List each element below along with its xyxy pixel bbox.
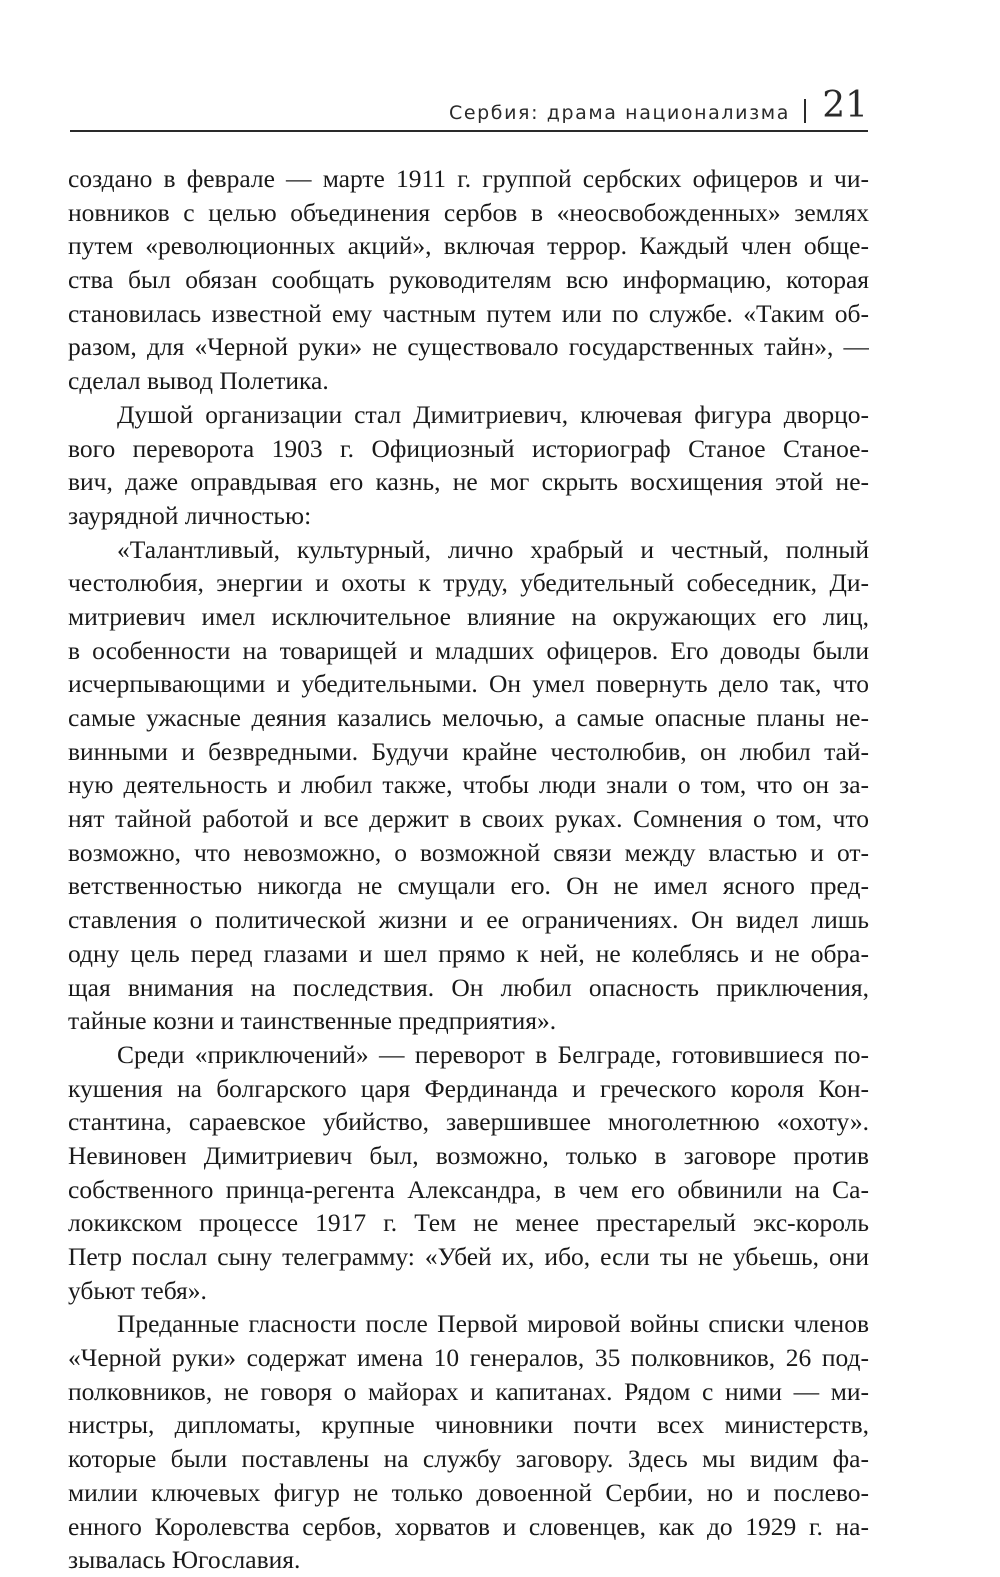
text-line: собственного принца-регента Александра, в чем его обвинили на Са- — [68, 1174, 869, 1204]
text-line: самые ужасные деяния казались мелочью, а самые опасные планы не- — [68, 703, 869, 732]
text-line: ветственностью никогда не смущали его. Он не имел ясного пред- — [68, 871, 869, 901]
text-line: щая внимания на последствия. Он любил опасность приключения, — [68, 972, 869, 1002]
text-line: Среди «приключений» — переворот в Белграде, готовившиеся по- — [117, 1039, 869, 1069]
text-line: нят тайной работой и все держит в своих руках. Сомнения о том, что — [68, 804, 869, 834]
text-line: в особенности на товарищей и младших офицеров. Его доводы были — [68, 635, 869, 665]
page-number: 21 — [822, 85, 868, 126]
text-line: Невиновен Димитриевич был, возможно, только в заговоре против — [68, 1140, 869, 1170]
header-rule — [70, 130, 868, 132]
text-line: вого переворота 1903 г. Официозный историограф Станое Станое- — [68, 433, 869, 463]
text-line: становилась известной ему частным путем или по службе. «Таким об- — [68, 298, 869, 328]
header-separator — [804, 99, 806, 123]
text-line: создано в феврале — марте 1911 г. группой сербских офицеров и чи- — [68, 164, 869, 193]
text-line: которые были поставлены на службу заговору. Здесь мы видим фа- — [68, 1444, 869, 1474]
body-text — [68, 162, 869, 1577]
text-line: «Черной руки» содержат имена 10 генералов, 35 полковников, 26 под- — [68, 1343, 869, 1373]
running-title: Сербия: драма национализма — [448, 102, 790, 124]
text-line: убьют тебя». — [68, 1275, 207, 1305]
text-line: ства был обязан сообщать руководителям всю информацию, которая — [68, 265, 869, 295]
text-line: локикском процессе 1917 г. Тем не менее престарелый экс-король — [68, 1208, 869, 1238]
text-line: полковников, не говоря о майорах и капитанах. Рядом с ними — ми- — [68, 1376, 869, 1406]
text-line: тайные козни и таинственные предприятия». — [68, 1006, 557, 1036]
text-line: заурядной личностью: — [68, 500, 312, 530]
text-line: винными и безвредными. Будучи крайне честолюбив, он любил тай- — [68, 736, 869, 766]
text-line: честолюбия, энергии и охоты к труду, убедительный собеседник, Ди- — [68, 568, 869, 598]
text-line: митриевич имел исключительное влияние на окружающих его лиц, — [68, 601, 869, 631]
text-line: вич, даже оправдывая его казнь, не мог скрыть восхищения этой не- — [68, 467, 869, 497]
text-line: милии ключевых фигур не только довоенной Сербии, но и послево- — [68, 1477, 869, 1507]
text-line: путем «революционных акций», включая террор. Каждый член обще- — [68, 231, 869, 261]
text-line: нистры, дипломаты, крупные чиновники почти всех министерств, — [68, 1410, 869, 1440]
text-line: стантина, сараевское убийство, завершившее многолетнюю «охоту». — [68, 1107, 869, 1137]
text-line: «Талантливый, культурный, лично храбрый и честный, полный — [117, 534, 869, 564]
text-line: разом, для «Черной руки» не существовало государственных тайн», — — [68, 332, 869, 362]
text-line: возможно, что невозможно, о возможной связи между властью и от- — [68, 837, 869, 867]
text-line: зывалась Югославия. — [68, 1545, 301, 1575]
text-line: кушения на болгарского царя Фердинанда и греческого короля Кон- — [68, 1073, 869, 1103]
running-header — [70, 86, 868, 132]
text-line: сделал вывод Полетика. — [68, 366, 329, 396]
text-line: Душой организации стал Димитриевич, ключевая фигура дворцо- — [117, 399, 869, 429]
text-line: одну цель перед глазами и шел прямо к ней, не колеблясь и не обра- — [68, 938, 869, 968]
text-line: исчерпывающими и убедительными. Он умел повернуть дело так, что — [68, 669, 869, 699]
text-line: Петр послал сыну телеграмму: «Убей их, ибо, если ты не убьешь, они — [68, 1242, 869, 1271]
text-line: ставления о политической жизни и ее ограничениях. Он видел лишь — [68, 905, 869, 935]
text-line: Преданные гласности после Первой мировой войны списки членов — [117, 1309, 869, 1339]
text-line: енного Королевства сербов, хорватов и словенцев, как до 1929 г. на- — [68, 1511, 869, 1541]
text-line: новников с целью объединения сербов в «неосвобожденных» землях — [68, 197, 869, 227]
text-line: ную деятельность и любил также, чтобы люди знали о том, что он за- — [68, 770, 869, 800]
